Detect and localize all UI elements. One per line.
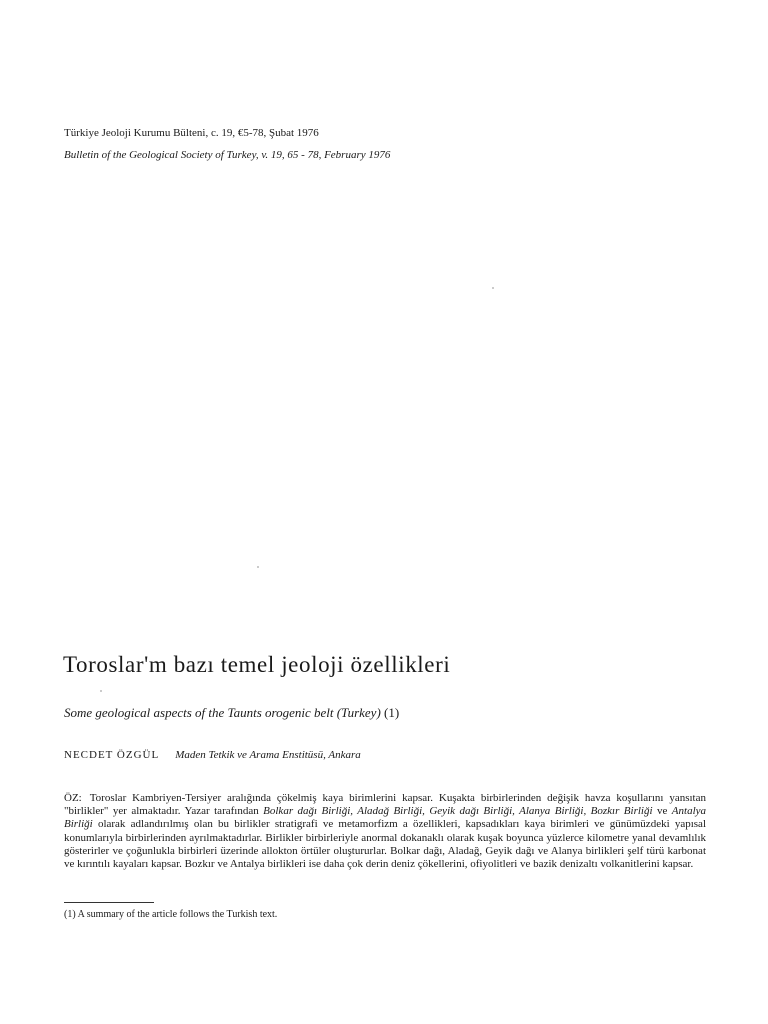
abstract-unit-name: Antalya Birliği (64, 805, 707, 831)
article-subtitle (64, 705, 399, 721)
abstract-label: ÖZ: (64, 792, 82, 804)
abstract-paragraph (64, 792, 706, 871)
subtitle-text: Some geological aspects of the Taunts orogenic belt (Turkey) (64, 705, 381, 720)
author-name: NECDET ÖZGÜL (64, 749, 160, 761)
author-affiliation: Maden Tetkik ve Arama Enstitüsü, Ankara (175, 749, 361, 761)
abstract-text: Toroslar Kambriyen-Tersiyer aralığında çökelmiş kaya birimlerini kapsar. Kuşakta birbirlerinden değişik havza koşullarını yansıtan "birlikler" yer almaktadır. Yazar tarafından (64, 792, 706, 818)
abstract-text: ve (652, 805, 672, 818)
journal-citation-turkish: Türkiye Jeoloji Kurumu Bülteni, c. 19, €5-78, Şubat 1976 (64, 127, 319, 139)
abstract-text: olarak adlandırılmış olan bu birlikler stratigrafi ve metamorfizm a özellikleri, kapsadıkları kaya birimleri ve günümüzdeki yapısal konumlarıyla birbirlerinden ayrılmaktadırlar. Birlikler birbirleriyle anormal dokanaklı olarak kuşak boyunca yüzlerce kilometre yanal devamlılık gösterirler ve çoğunlukla birbirleri üzerinde allokton örtüler oluştururlar. Bolkar dağı, Aladağ, Geyik dağı ve Alanya birlikleri şelf türü karbonat ve kırıntılı kayaları kapsar. Bozkır ve Antalya birlikleri ise daha çok derin deniz çökellerini, ofiyolitleri ve bazik denizaltı volkanitlerini kapsar. (64, 818, 706, 871)
footnote: (1) A summary of the article follows the Turkish text. (64, 909, 278, 920)
abstract-unit-names: Bolkar dağı Birliği, Aladağ Birliği, Geyik dağı Birliği, Alanya Birliği, Bozkır Birliği (263, 805, 653, 818)
journal-citation-english: Bulletin of the Geological Society of Turkey, v. 19, 65 - 78, February 1976 (64, 149, 391, 161)
article-title: Toroslar'm bazı temel jeoloji özellikleri (63, 652, 451, 677)
scan-speck (492, 287, 494, 289)
scan-speck (100, 690, 102, 692)
footnote-marker: (1) (384, 705, 400, 720)
footnote-divider (64, 902, 154, 903)
author-line (64, 748, 361, 762)
scan-speck (257, 566, 259, 568)
